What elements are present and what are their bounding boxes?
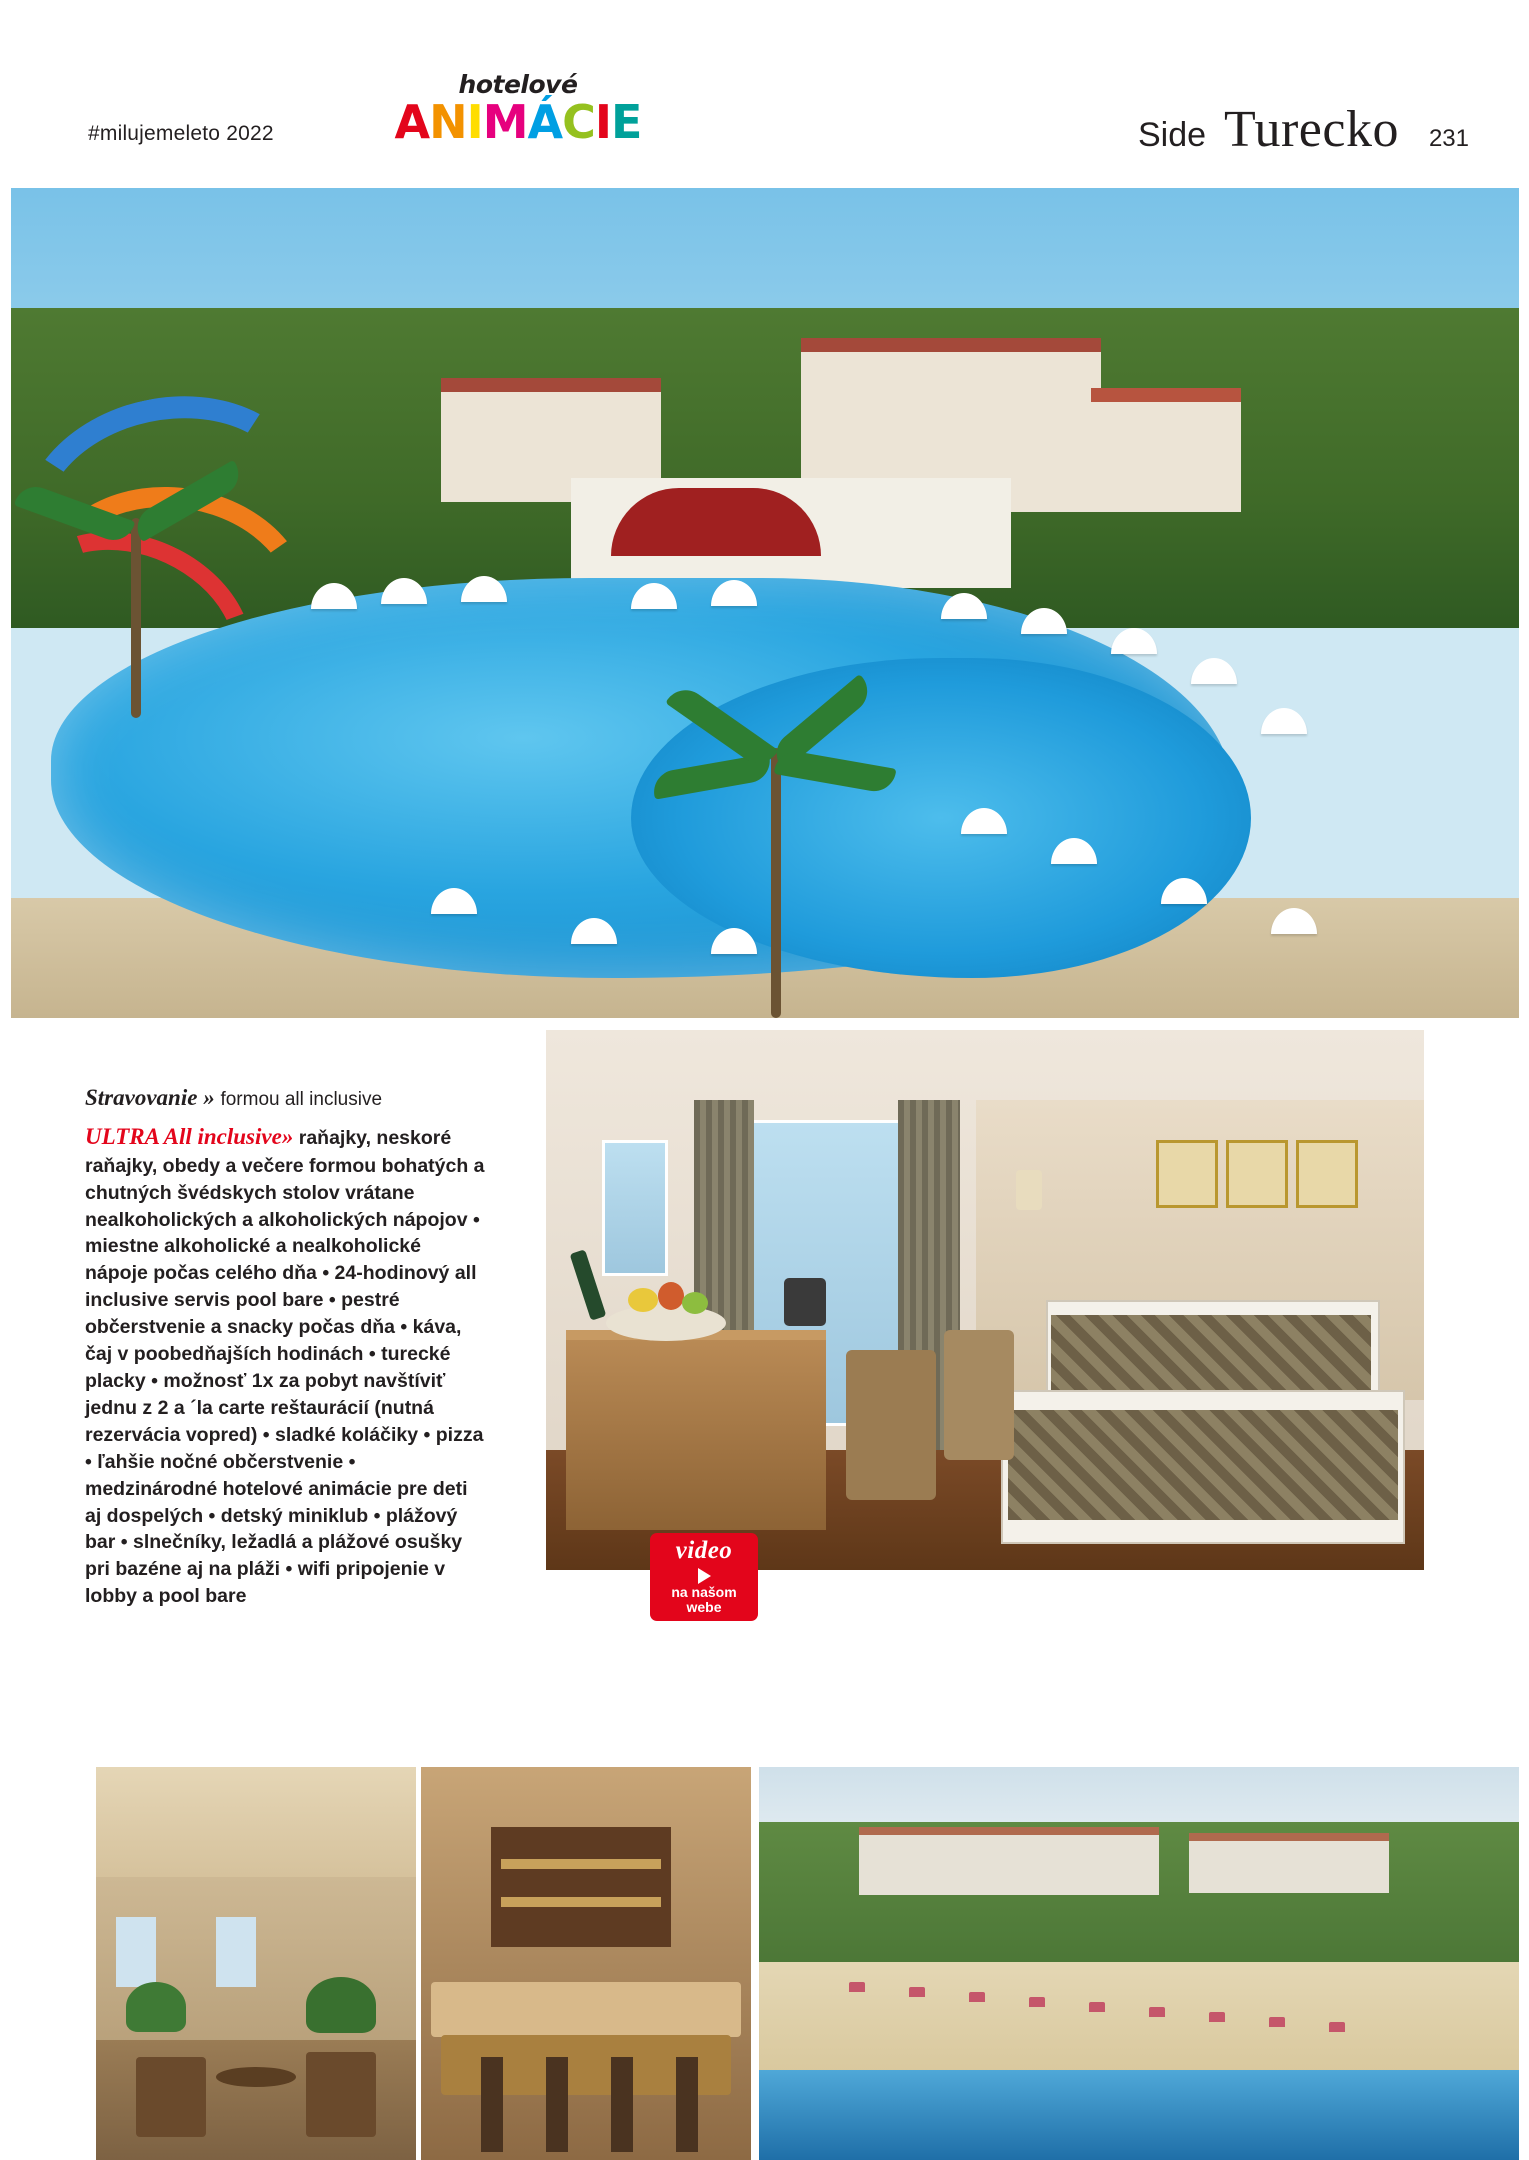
- video-badge[interactable]: [650, 1533, 758, 1621]
- bottle-row: [501, 1859, 661, 1869]
- bar-photo: [421, 1767, 751, 2160]
- video-badge-subline-1: na našom: [671, 1584, 737, 1600]
- beach-cabana: [969, 1992, 985, 2002]
- bar-stool: [676, 2057, 698, 2152]
- kettle: [784, 1278, 826, 1326]
- beach-cabana: [1209, 2012, 1225, 2022]
- hotel-room-photo: [546, 1030, 1424, 1570]
- lobby-photo: [96, 1767, 416, 2160]
- beach-sand: [759, 1962, 1519, 2082]
- sideboard: [566, 1330, 826, 1530]
- bar-wall: [421, 1767, 751, 2160]
- resort-building: [859, 1827, 1159, 1895]
- stravovanie-label: Stravovanie: [85, 1085, 198, 1110]
- beach-aerial-photo: [759, 1767, 1519, 2160]
- hero-pool-photo: [11, 188, 1519, 1018]
- palm-trunk: [131, 518, 141, 718]
- wall-lamp: [1016, 1170, 1042, 1210]
- description-body: raňajky, neskoré raňajky, obedy a večere formou bohatých a chutných švédskych stolov vrátane nealkoholických a alkoholických nápojov • miestne alkoholické a nealkoholické nápoje počas celého dňa • 24-hodinový all inclusive servis pool bare • pestré občerstvenie a snacky počas dňa • káva, čaj v poobedňajších hodinách • turecké placky • možnosť 1x za pobyt navštíviť jednu z 2 a ´la carte reštaurácií (nutná rezervácia vopred) • sladké koláčiky • pizza • ľahšie nočné občerstvenie • medzinárodné hotelové animácie pre deti aj dospelých • detský miniklub • plážový bar • slnečníky, ležadlá a plážové osušky pri bazéne aj na pláži • wifi pripojenie v lobby a pool bare: [85, 1127, 485, 1608]
- lobby-armchair: [136, 2057, 206, 2137]
- palm-trunk: [771, 748, 781, 1018]
- desk-chair: [846, 1350, 936, 1500]
- beach-cabana: [1149, 2007, 1165, 2017]
- logo-wordmark: ANIMÁCIE: [394, 95, 642, 149]
- ultra-all-inclusive-label: ULTRA All inclusive: [85, 1124, 282, 1149]
- beach-cabana: [1269, 2017, 1285, 2027]
- bar-counter: [431, 1982, 741, 2037]
- bar-stool: [546, 2057, 568, 2152]
- fruit-plate: [606, 1305, 726, 1341]
- lobby-ceiling: [96, 1767, 416, 1887]
- location-label: Side: [1137, 116, 1207, 154]
- lobby-plant: [126, 1982, 186, 2032]
- fruit: [658, 1282, 684, 1310]
- issue-hashtag: #milujemeleto 2022: [88, 122, 274, 145]
- lobby-table: [216, 2067, 296, 2087]
- wall-picture: [1156, 1140, 1218, 1208]
- bedspread-back: [1051, 1315, 1371, 1395]
- beach-cabana: [1089, 2002, 1105, 2012]
- stravovanie-subtitle: formou all inclusive: [220, 1089, 383, 1110]
- bar-shelf: [491, 1827, 671, 1947]
- hotel-building-far: [1091, 388, 1241, 512]
- red-dome-roof: [611, 488, 821, 556]
- bedspread-front: [1008, 1410, 1398, 1520]
- country-label: Turecko: [1224, 101, 1399, 158]
- logo-top-text: hotelové: [458, 70, 578, 99]
- bottle-row: [501, 1897, 661, 1907]
- lobby-armchair: [306, 2052, 376, 2137]
- animacie-logo: [392, 70, 644, 149]
- play-icon[interactable]: [698, 1568, 711, 1584]
- wall-picture: [1296, 1140, 1358, 1208]
- page-header: [0, 0, 1529, 178]
- lobby-plant: [306, 1977, 376, 2033]
- page-number: 231: [1428, 125, 1469, 152]
- video-badge-title: video: [675, 1537, 733, 1564]
- wall-picture: [1226, 1140, 1288, 1208]
- beach-sky: [759, 1767, 1519, 1827]
- video-badge-subline-2: webe: [686, 1599, 722, 1615]
- beach-cabana: [1329, 2022, 1345, 2032]
- armchair: [944, 1330, 1014, 1460]
- bar-stool: [611, 2057, 633, 2152]
- side-window: [602, 1140, 668, 1276]
- bar-stool: [481, 2057, 503, 2152]
- guillemet-1: »: [203, 1085, 215, 1110]
- all-inclusive-description: [85, 1121, 485, 1610]
- stravovanie-heading: [85, 1085, 485, 1111]
- guillemet-2: »: [281, 1124, 294, 1149]
- bottom-photo-strip: [11, 1767, 1519, 2160]
- beach-cabana: [1029, 1997, 1045, 2007]
- sea: [759, 2070, 1519, 2160]
- page-locator: [1138, 100, 1469, 159]
- lobby-window: [116, 1917, 156, 1987]
- beach-cabana: [849, 1982, 865, 1992]
- lobby-window: [216, 1917, 256, 1987]
- fruit: [682, 1292, 708, 1314]
- beach-cabana: [909, 1987, 925, 1997]
- fruit: [628, 1288, 658, 1312]
- resort-building: [1189, 1833, 1389, 1893]
- description-column: [85, 1085, 485, 1610]
